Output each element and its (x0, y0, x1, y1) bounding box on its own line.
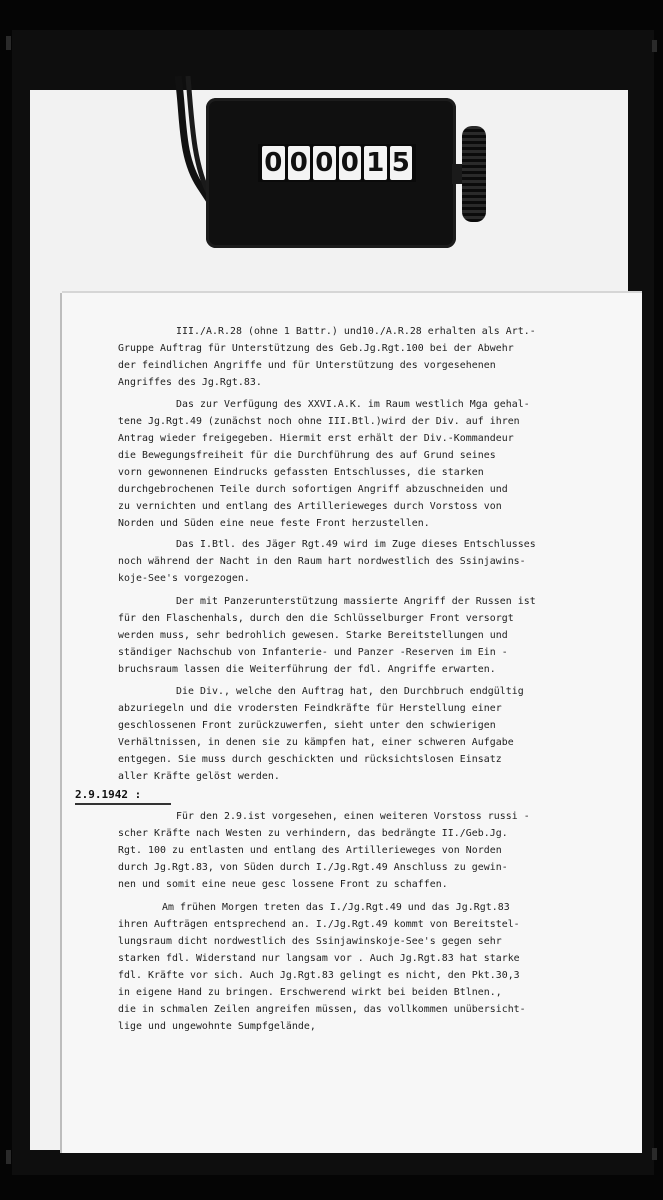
text-line: lungsraum dicht nordwestlich des Ssinjawinskoje-See's gegen sehr (118, 936, 502, 947)
text-line: Der mit Panzerunterstützung massierte Angriff der Russen ist (176, 596, 536, 607)
text-line: entgegen. Sie muss durch geschickten und rücksichtslosen Einsatz (118, 754, 502, 765)
text-line: Verhältnissen, in denen sie zu kämpfen hat, einer schweren Aufgabe (118, 737, 514, 748)
text-line: werden muss, sehr bedrohlich gewesen. Starke Bereitstellungen und (118, 630, 508, 641)
text-line: nen und somit eine neue gesc lossene Front zu schaffen. (118, 879, 448, 890)
text-line: vorn gewonnenen Eindrucks gefassten Entschlusses, die starken (118, 467, 484, 478)
text-line: für den Flaschenhals, durch den die Schlüsselburger Front versorgt (118, 613, 514, 624)
text-line: Für den 2.9.ist vorgesehen, einen weiteren Vorstoss russi - (176, 811, 530, 822)
text-line: Gruppe Auftrag für Unterstützung des Geb.Jg.Rgt.100 bei der Abwehr (118, 343, 514, 354)
text-line: scher Kräfte nach Westen zu verhindern, das bedrängte II./Geb.Jg. (118, 828, 508, 839)
text-line: starken fdl. Widerstand nur langsam vor . Auch Jg.Rgt.83 hat starke (118, 953, 520, 964)
text-line: Antrag wieder freigegeben. Hiermit erst erhält der Div.-Kommandeur (118, 433, 514, 444)
date-heading: 2.9.1942 : (75, 788, 142, 801)
counter-digit: 5 (390, 146, 413, 180)
text-line: zu vernichten und entlang des Artillerieweges durch Vorstoss von (118, 501, 502, 512)
text-line: ständiger Nachschub von Infanterie- und Panzer -Reserven im Ein - (118, 647, 508, 658)
counter-digit: 0 (313, 146, 336, 180)
counter-digit: 0 (262, 146, 285, 180)
counter-digit: 0 (339, 146, 362, 180)
counter-digit: 0 (288, 146, 311, 180)
text-line: durch Jg.Rgt.83, von Süden durch I./Jg.Rgt.49 Anschluss zu gewin- (118, 862, 508, 873)
text-line: aller Kräfte gelöst werden. (118, 771, 280, 782)
text-line: die in schmalen Zeilen angreifen müssen, das vollkommen unübersicht- (118, 1004, 526, 1015)
text-line: Norden und Süden eine neue feste Front herzustellen. (118, 518, 430, 529)
text-line: koje-See's vorgezogen. (118, 573, 250, 584)
text-line: III./A.R.28 (ohne 1 Battr.) und10./A.R.28 erhalten als Art.- (176, 326, 536, 337)
text-line: Angriffes des Jg.Rgt.83. (118, 377, 262, 388)
text-line: der feindlichen Angriffe und für Unterstützung des vorgesehenen (118, 360, 496, 371)
text-line: lige und ungewohnte Sumpfgelände, (118, 1021, 316, 1032)
text-line: durchgebrochenen Teile durch sofortigen Angriff abzuschneiden und (118, 484, 508, 495)
counter-digit: 1 (364, 146, 387, 180)
text-line: Das I.Btl. des Jäger Rgt.49 wird im Zuge dieses Entschlusses (176, 539, 536, 550)
text-line: tene Jg.Rgt.49 (zunächst noch ohne III.Btl.)wird der Div. auf ihren (118, 416, 520, 427)
text-line: ihren Aufträgen entsprechend an. I./Jg.Rgt.49 kommt von Bereitstel- (118, 919, 520, 930)
text-line: fdl. Kräfte vor sich. Auch Jg.Rgt.83 gelingt es nicht, den Pkt.30,3 (118, 970, 520, 981)
text-line: noch während der Nacht in den Raum hart nordwestlich des Ssinjawins- (118, 556, 526, 567)
date-underline (75, 803, 171, 805)
text-line: geschlossenen Front zurückzuwerfen, sieht unter den schwierigen (118, 720, 496, 731)
text-line: bruchsraum lassen die Weiterführung der fdl. Angriffe erwarten. (118, 664, 496, 675)
text-line: Die Div., welche den Auftrag hat, den Durchbruch endgültig (176, 686, 524, 697)
text-line: in eigene Hand zu bringen. Erschwerend wirkt bei beiden Btlnen., (118, 987, 502, 998)
text-line: Am frühen Morgen treten das I./Jg.Rgt.49 und das Jg.Rgt.83 (162, 902, 510, 913)
text-line: Rgt. 100 zu entlasten und entlang des Artillerieweges von Norden (118, 845, 502, 856)
text-line: Das zur Verfügung des XXVI.A.K. im Raum westlich Mga gehal- (176, 399, 530, 410)
text-line: abzuriegeln und die vrodersten Feindkräfte für Herstellung einer (118, 703, 502, 714)
text-line: die Bewegungsfreiheit für die Durchführung des auf Grund seines (118, 450, 496, 461)
